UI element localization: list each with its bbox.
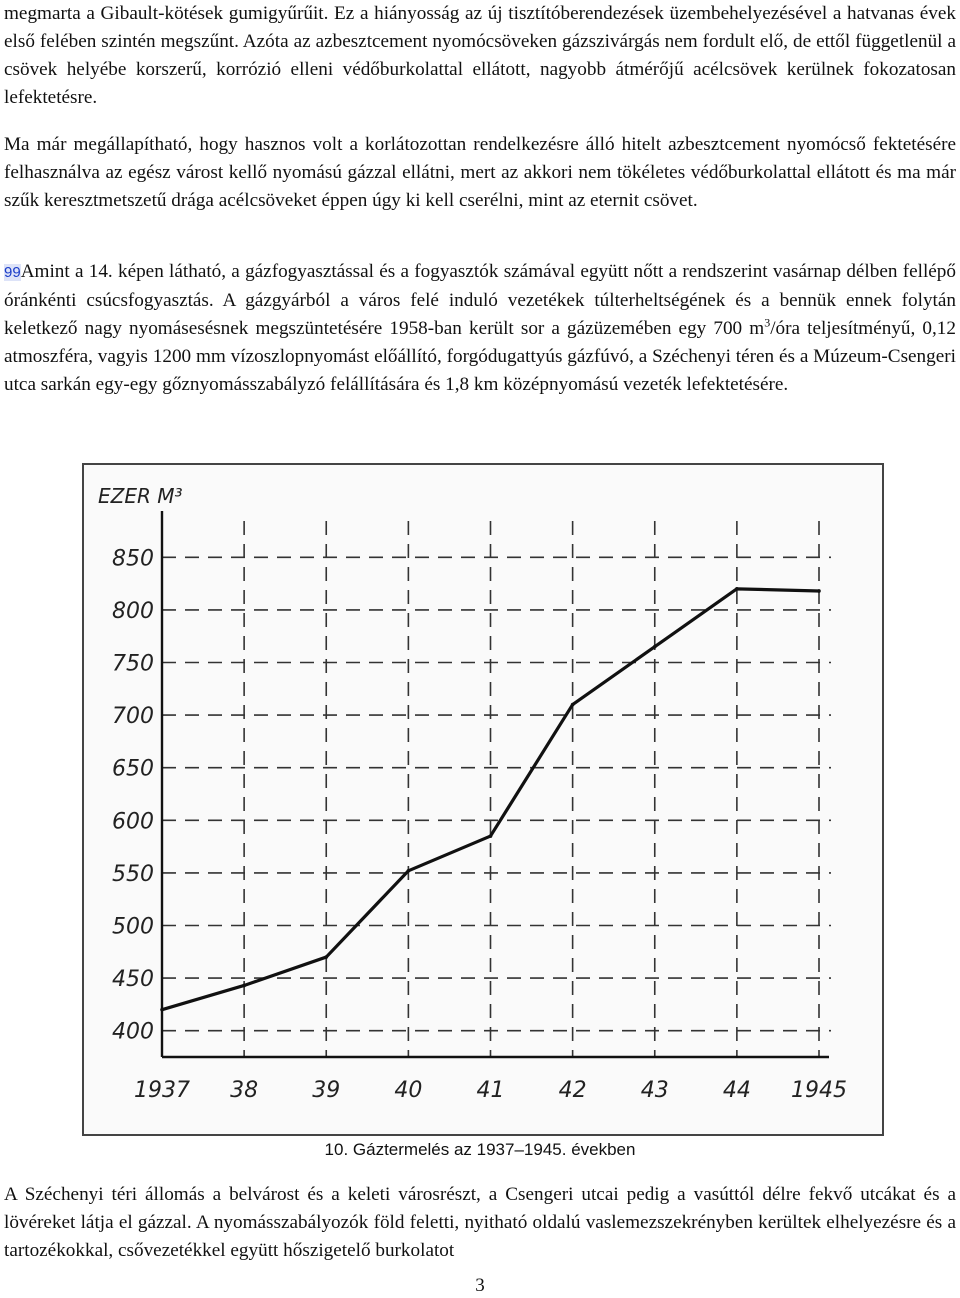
- y-tick-label: 400: [112, 1019, 154, 1045]
- y-tick-label: 850: [112, 546, 154, 572]
- paragraph-4: A Széchenyi téri állomás a belvárost és a keleti városrészt, a Csengeri utcai pedig a vasúttól délre fekvő utcákat és a lövéreket látja el gázzal. A nyomásszabályozók föld feletti, nyitható oldalú vaslemezszekrényben kerültek elhelyezésre és a tartozékokkal, csővezetékkel együtt hőszigetelő burkolatot: [4, 1184, 956, 1261]
- data-point: [653, 645, 657, 649]
- data-point: [160, 1008, 164, 1012]
- y-tick-label: 450: [112, 967, 154, 993]
- x-tick-label: 38: [230, 1078, 259, 1103]
- x-tick-label: 41: [476, 1078, 505, 1103]
- paragraph-3-text-b: /óra teljesítményű, 0,12 atmoszféra, vagyis 1200 mm vízoszlopnyomást előállító, forgódugattyús gázfúvó, a Széchenyi téren és a Múzeum-Csengeri utca sarkán egy-egy gőznyomásszabályzó felállítására és 1,8 km középnyomású vezeték lefektetésére.: [4, 318, 956, 395]
- data-point: [407, 869, 411, 873]
- x-tick-label: 39: [312, 1078, 341, 1103]
- y-tick-label: 750: [112, 651, 154, 677]
- gas-production-chart: [84, 465, 882, 1134]
- x-tick-label: 44: [722, 1078, 751, 1103]
- y-tick-label: 550: [112, 861, 154, 887]
- x-tick-label: 42: [558, 1078, 587, 1103]
- paragraph-3: [4, 258, 956, 399]
- figure-caption: 10. Gáztermelés az 1937–1945. években: [324, 1140, 636, 1159]
- y-tick-label: 650: [112, 756, 154, 782]
- y-tick-label: 500: [112, 914, 154, 940]
- data-point: [817, 589, 821, 593]
- data-point: [571, 703, 575, 707]
- x-tick-label: 1937: [134, 1078, 190, 1103]
- page-number: 3: [475, 1275, 485, 1296]
- data-point: [242, 984, 246, 988]
- paragraph-2: Ma már megállapítható, hogy hasznos volt a korlátozottan rendelkezésre álló hitelt azbesztcement nyomócső fektetésére felhasználva az egész várost kellő nyomású gázzal ellátni, mert az akkori nem tökéletes védőburkolattal ellátott és ma már szűk keresztmetszetű drága acélcsöveket éppen úgy ki kell cserélni, mint az eternit csövet.: [4, 134, 956, 211]
- y-tick-label: 600: [112, 809, 154, 835]
- superscript-3: 3: [764, 315, 771, 330]
- data-point: [735, 587, 739, 591]
- paragraph-3-text-a: Amint a 14. képen látható, a gázfogyasztással és a fogyasztók számával együtt nőtt a rendszerint vasárnap délben fellépő óránkénti csúcsfogyasztás. A gázgyárból a város felé induló vezetékek túlterheltségének és a bennük ennek folytán keletkező nagy nyomásesésnek megszüntetésére 1958-ban került sor a gázüzemében egy 700 m: [4, 261, 956, 339]
- footnote-link[interactable]: 99: [4, 264, 21, 281]
- paragraph-1: megmarta a Gibault-kötések gumigyűrűit. Ez a hiányosság az új tisztítóberendezések üzembehelyezésével a hatvanas évek első felében szintén megszűnt. Azóta az azbesztcement nyomócsöveken gázszivárgás nem fordult elő, de ettől függetlenül a csövek helyébe korszerű, korrózió elleni védőburkolattal ellátott, nagyobb átmérőjű acélcsövek kerülnek fokozatosan lefektetésre.: [4, 3, 956, 108]
- x-tick-label: 1945: [791, 1078, 847, 1103]
- gas-production-figure: [82, 463, 884, 1136]
- y-axis-label: EZER M³: [98, 484, 183, 508]
- x-tick-label: 43: [640, 1078, 669, 1103]
- chart-grid: [162, 521, 831, 1057]
- y-tick-label: 800: [112, 598, 154, 624]
- y-tick-label: 700: [112, 704, 154, 730]
- data-point: [489, 834, 493, 838]
- data-point: [324, 955, 328, 959]
- x-tick-label: 40: [394, 1078, 423, 1103]
